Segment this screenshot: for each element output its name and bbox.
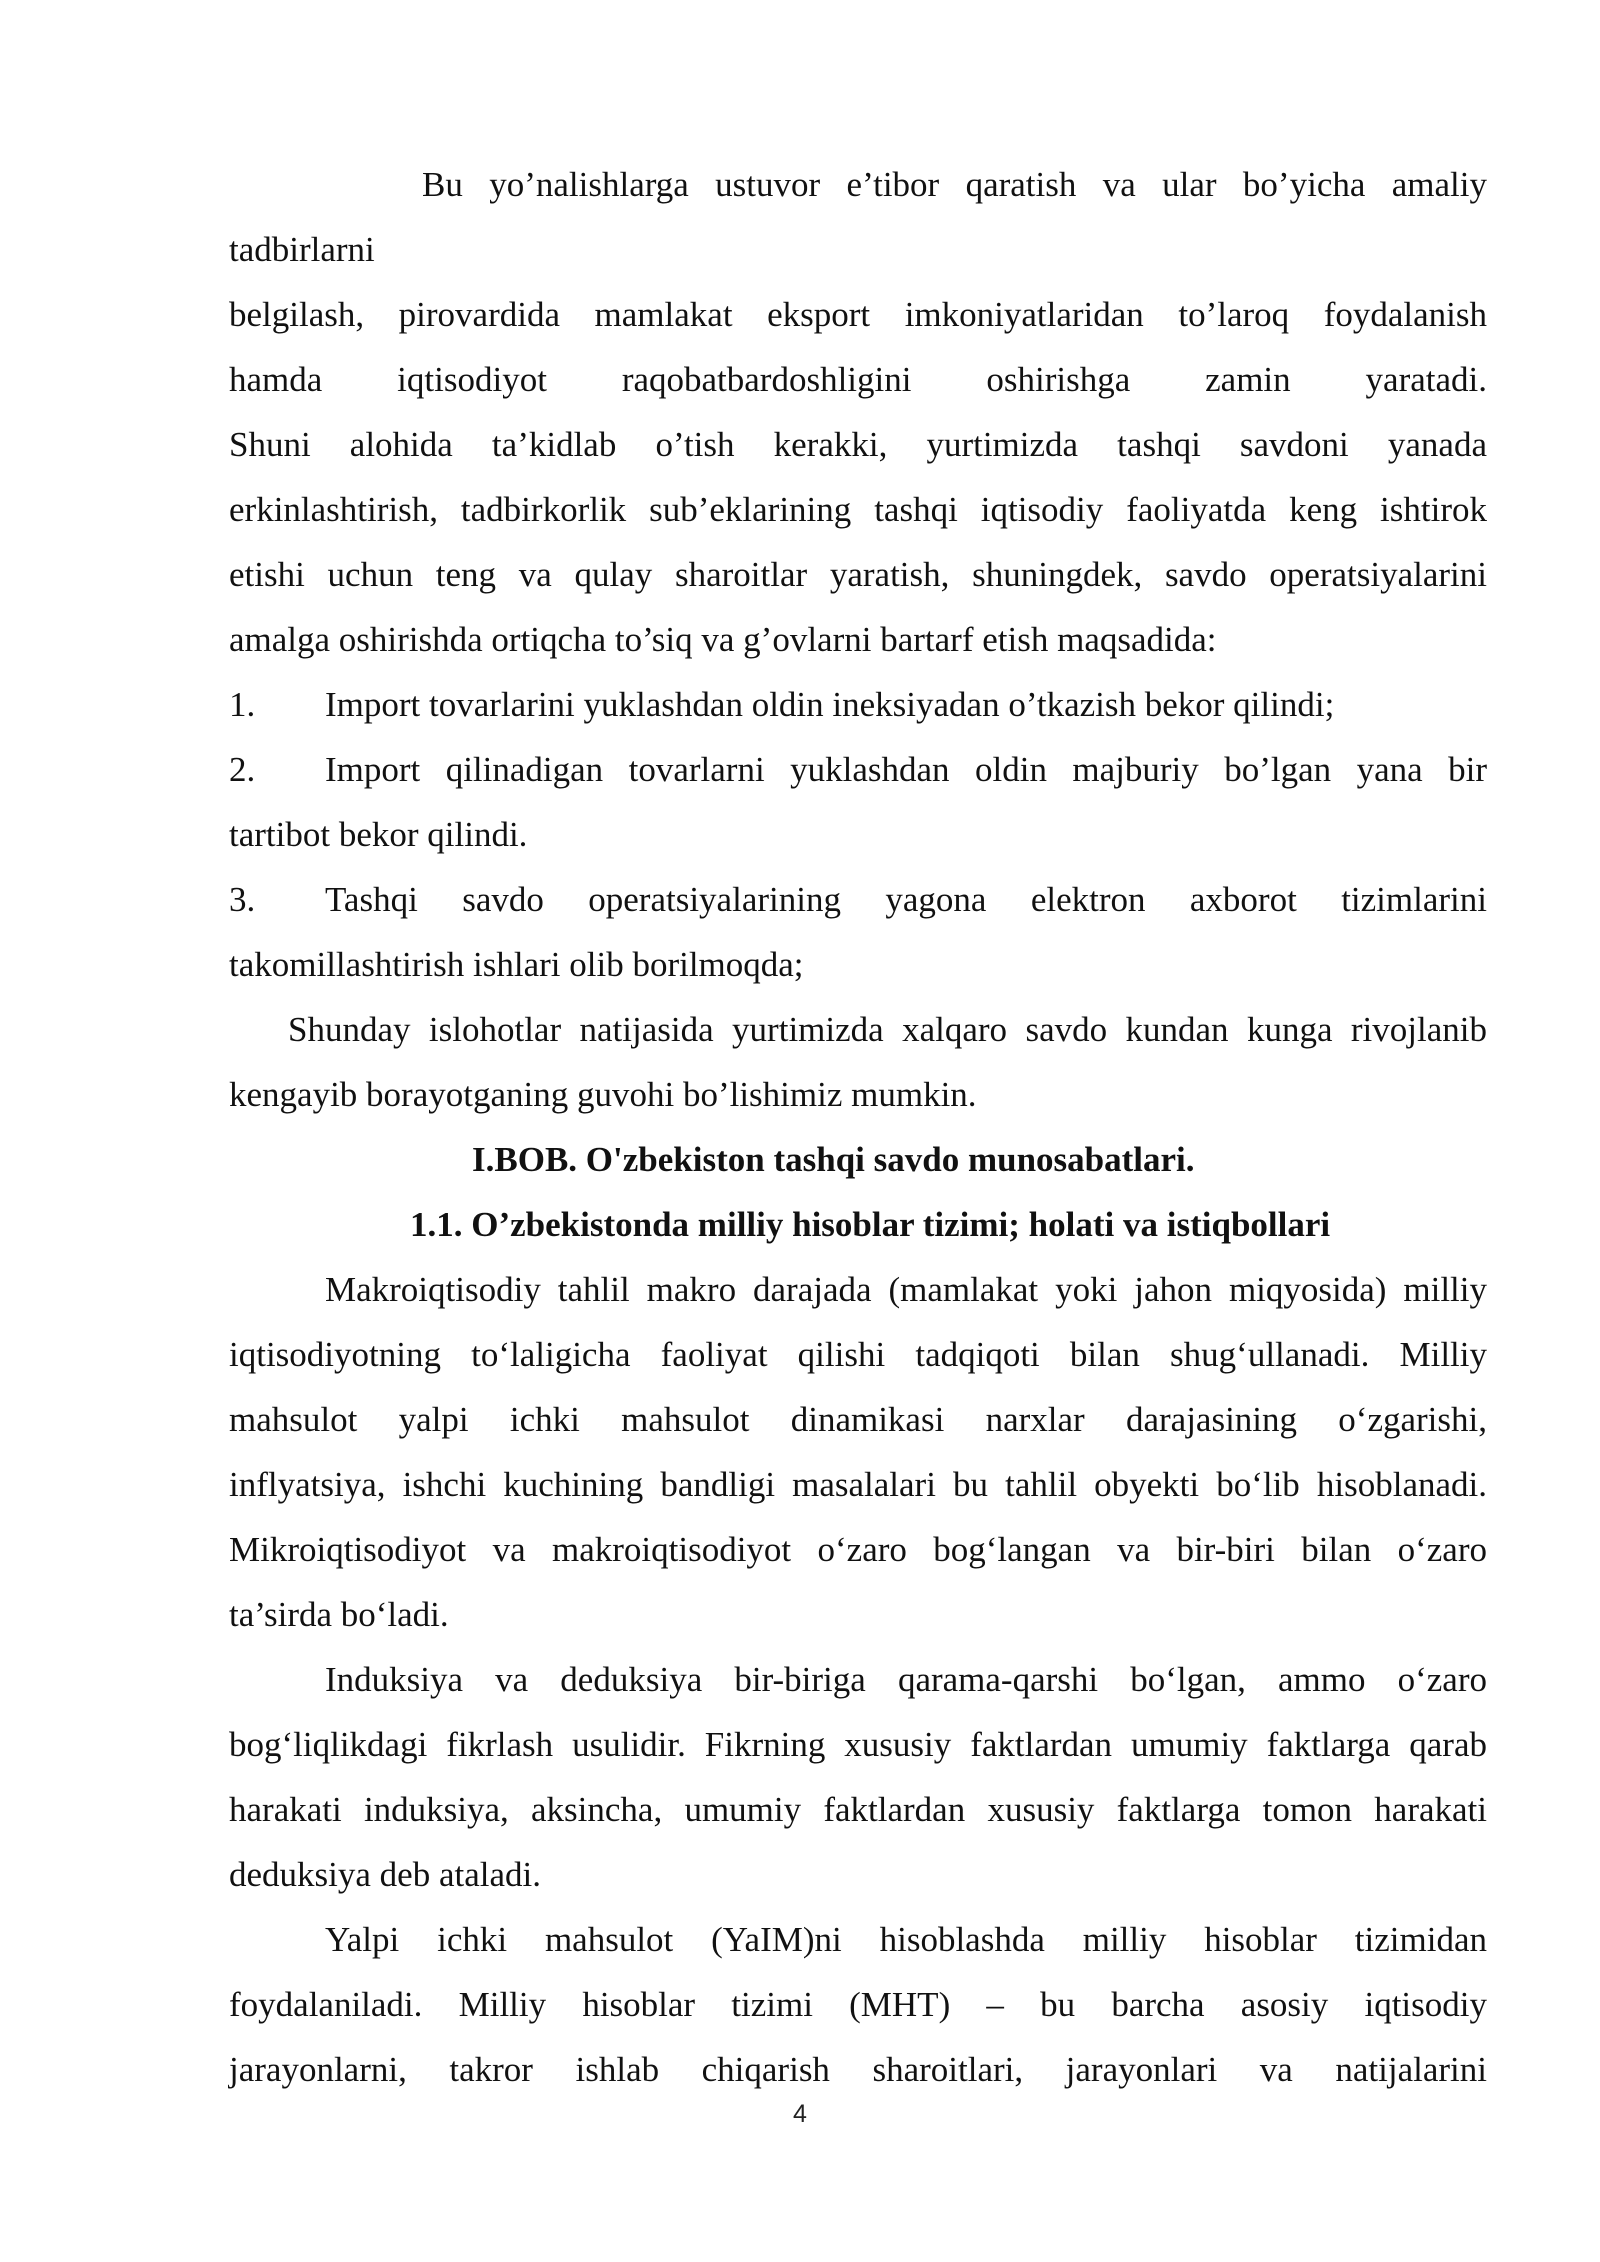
section-heading: 1.1. O’zbekistonda milliy hisoblar tizimi; holati va istiqbollari — [410, 1205, 1331, 1244]
chapter-heading: I.BOB. O'zbekiston tashqi savdo munosabatlari. — [472, 1140, 1195, 1179]
para1-line-6: ta’sirda bo‘ladi. — [229, 1595, 449, 1634]
list-item-number: 2. — [229, 750, 256, 789]
para2-line-2: bog‘liqlikdagi fikrlash usulidir. Fikrning xususiy faktlardan umumiy faktlarga qarab — [229, 1725, 1487, 1764]
list-item-number: 3. — [229, 880, 256, 919]
para2-line-3: harakati induksiya, aksincha, umumiy faktlardan xususiy faktlarga tomon harakati — [229, 1790, 1487, 1829]
intro-line-7: etishi uchun teng va qulay sharoitlar yaratish, shuningdek, savdo operatsiyalarini — [229, 555, 1487, 594]
intro-line-5: Shuni alohida ta’kidlab o’tish kerakki, yurtimizda tashqi savdoni yanada — [229, 425, 1487, 464]
list-item-number: 1. — [229, 685, 256, 724]
list-item-text: Import qilinadigan tovarlarni yuklashdan oldin majburiy bo’lgan yana bir — [325, 750, 1487, 789]
conclusion-line-1: Shunday islohotlar natijasida yurtimizda xalqaro savdo kundan kunga rivojlanib — [288, 1010, 1487, 1049]
list-item-text: Import tovarlarini yuklashdan oldin ineksiyadan o’tkazish bekor qilindi; — [325, 685, 1335, 724]
para2-line-4: deduksiya deb ataladi. — [229, 1855, 541, 1894]
intro-line-8: amalga oshirishda ortiqcha to’siq va g’ovlarni bartarf etish maqsadida: — [229, 620, 1217, 659]
document-page — [229, 152, 1487, 2102]
intro-line-6: erkinlashtirish, tadbirkorlik sub’eklarining tashqi iqtisodiy faoliyatda keng ishtirok — [229, 490, 1487, 529]
intro-line-1: Bu yo’nalishlarga ustuvor e’tibor qaratish va ular bo’yicha amaliy — [422, 165, 1487, 204]
list-item-continuation: takomillashtirish ishlari olib borilmoqda; — [229, 945, 804, 984]
para3-line-1: Yalpi ichki mahsulot (YaIM)ni hisoblashda milliy hisoblar tizimidan — [325, 1920, 1487, 1959]
intro-line-3: belgilash, pirovardida mamlakat eksport imkoniyatlaridan to’laroq foydalanish — [229, 295, 1487, 334]
list-item — [229, 867, 1487, 932]
para1-line-4: inflyatsiya, ishchi kuchining bandligi masalalari bu tahlil obyekti bo‘lib hisoblanadi. — [229, 1465, 1487, 1504]
intro-line-4: hamda iqtisodiyot raqobatbardoshligini oshirishga zamin yaratadi. — [229, 360, 1487, 399]
list-item — [229, 672, 1487, 737]
para1-line-5: Mikroiqtisodiyot va makroiqtisodiyot o‘zaro bog‘langan va bir-biri bilan o‘zaro — [229, 1530, 1487, 1569]
conclusion-line-2: kengayib borayotganing guvohi bo’lishimiz mumkin. — [229, 1075, 977, 1114]
para2-line-1: Induksiya va deduksiya bir-biriga qarama-qarshi bo‘lgan, ammo o‘zaro — [325, 1660, 1487, 1699]
list-item-continuation: tartibot bekor qilindi. — [229, 815, 528, 854]
list-item-text: Tashqi savdo operatsiyalarining yagona elektron axborot tizimlarini — [325, 880, 1487, 919]
para1-line-2: iqtisodiyotning to‘laligicha faoliyat qilishi tadqiqoti bilan shug‘ullanadi. Milliy — [229, 1335, 1487, 1374]
para1-line-1: Makroiqtisodiy tahlil makro darajada (mamlakat yoki jahon miqyosida) milliy — [325, 1270, 1487, 1309]
list-item — [229, 737, 1487, 802]
intro-line-2: tadbirlarni — [229, 230, 375, 269]
para3-line-3: jarayonlarni, takror ishlab chiqarish sharoitlari, jarayonlari va natijalarini — [229, 2050, 1487, 2089]
page-number: 4 — [793, 2100, 807, 2128]
para1-line-3: mahsulot yalpi ichki mahsulot dinamikasi narxlar darajasining o‘zgarishi, — [229, 1400, 1487, 1439]
para3-line-2: foydalaniladi. Milliy hisoblar tizimi (MHT) – bu barcha asosiy iqtisodiy — [229, 1985, 1487, 2024]
